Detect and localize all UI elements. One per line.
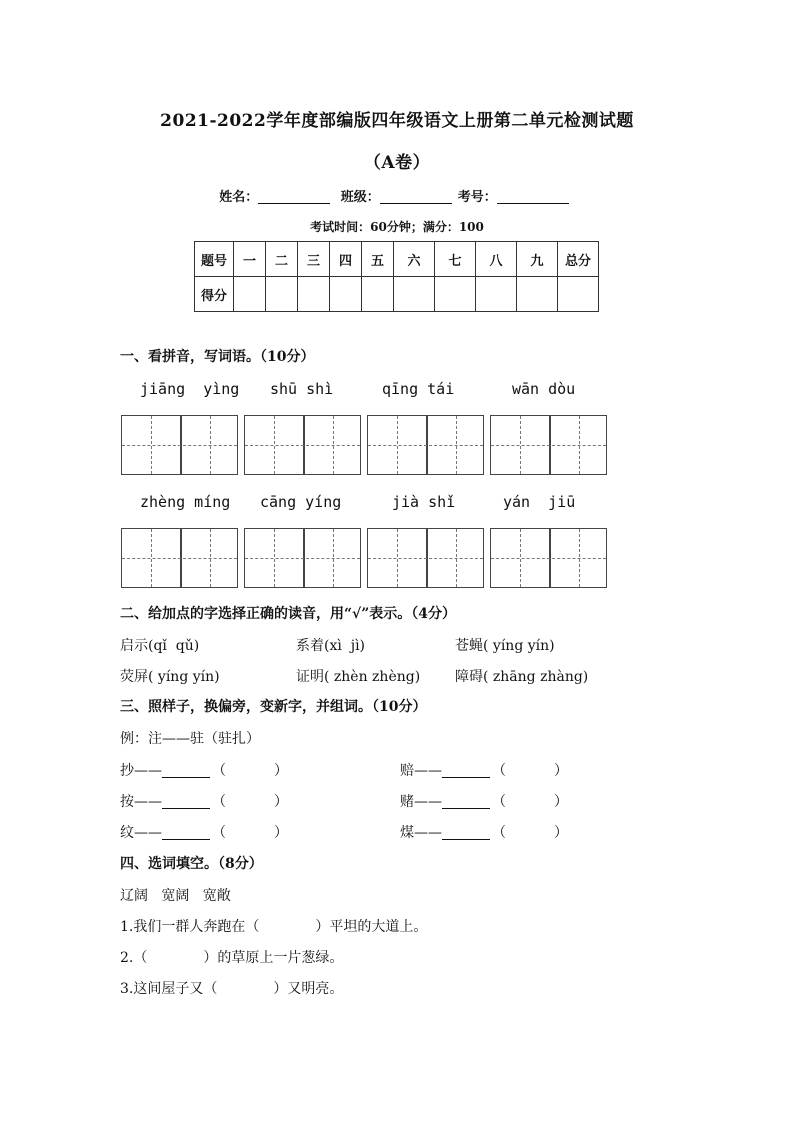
- radical-item: [400, 760, 568, 780]
- reading-option[interactable]: 证明( zhèn zhèng): [296, 669, 421, 685]
- pinyin: jià shǐ: [392, 493, 456, 511]
- class-blank[interactable]: [380, 190, 452, 204]
- paren-close: ）: [274, 763, 288, 779]
- radical-char: 按——: [120, 794, 162, 810]
- score-header-cell: 二: [266, 242, 298, 277]
- student-info-row: [0, 186, 794, 205]
- writing-grid[interactable]: [490, 528, 607, 588]
- radical-blank[interactable]: [442, 794, 490, 809]
- fill-question: [120, 916, 427, 936]
- score-header-cell: 一: [234, 242, 266, 277]
- name-blank[interactable]: [258, 190, 330, 204]
- writing-grid[interactable]: [121, 528, 238, 588]
- page-subtitle: （A卷）: [363, 153, 431, 173]
- name-label: 姓名：: [219, 190, 259, 205]
- section3-example: 例：注——驻（驻扎）: [120, 731, 260, 747]
- writing-grid[interactable]: [121, 415, 238, 475]
- radical-item: [120, 760, 288, 780]
- fill-question: [120, 947, 343, 967]
- section1-title: 一、看拼音，写词语。（10分）: [120, 349, 315, 365]
- score-cell[interactable]: [394, 277, 435, 312]
- score-header-cell: 九: [517, 242, 558, 277]
- question-text: 3.这间屋子又（: [120, 981, 218, 997]
- question-text: ）又明亮。: [273, 981, 344, 997]
- writing-grid[interactable]: [490, 415, 607, 475]
- paren-open: （: [492, 763, 506, 779]
- score-table: [194, 241, 599, 312]
- score-cell[interactable]: [298, 277, 330, 312]
- radical-item: [120, 822, 288, 842]
- section3-title: 三、照样子，换偏旁，变新字，并组词。（10分）: [120, 699, 427, 715]
- score-header-cell: 七: [435, 242, 476, 277]
- pinyin: shū shì: [270, 380, 334, 398]
- pinyin: yán jiū: [503, 493, 576, 511]
- radical-char: 煤——: [400, 825, 442, 841]
- reading-option[interactable]: 苍蝇( yíng yín): [455, 638, 555, 654]
- paren-close: ）: [554, 763, 568, 779]
- score-header-cell: 题号: [195, 242, 234, 277]
- question-text: 2.（: [120, 950, 148, 966]
- paren-open: （: [492, 825, 506, 841]
- score-cell[interactable]: [517, 277, 558, 312]
- radical-blank[interactable]: [162, 794, 210, 809]
- paren-open: （: [212, 825, 226, 841]
- paren-open: （: [492, 794, 506, 810]
- score-table-score-row: [195, 277, 599, 312]
- radical-blank[interactable]: [442, 763, 490, 778]
- reading-option[interactable]: 系着(xì jì): [296, 638, 366, 654]
- page-title: 2021-2022学年度部编版四年级语文上册第二单元检测试题: [160, 111, 634, 131]
- score-cell[interactable]: [435, 277, 476, 312]
- writing-grid[interactable]: [244, 528, 361, 588]
- section4-title: 四、选词填空。（8分）: [120, 856, 263, 872]
- radical-item: [400, 791, 568, 811]
- paren-open: （: [212, 794, 226, 810]
- reading-option[interactable]: 荧屏( yíng yín): [120, 669, 220, 685]
- score-cell[interactable]: [558, 277, 599, 312]
- paren-close: ）: [274, 794, 288, 810]
- writing-grid[interactable]: [244, 415, 361, 475]
- score-cell[interactable]: [476, 277, 517, 312]
- score-table-header-row: [195, 242, 599, 277]
- pinyin: zhèng míng: [140, 493, 231, 511]
- writing-grid[interactable]: [367, 528, 484, 588]
- radical-item: [400, 822, 568, 842]
- score-cell[interactable]: [234, 277, 266, 312]
- reading-option[interactable]: 启示(qǐ qǔ): [120, 638, 200, 654]
- radical-char: 纹——: [120, 825, 162, 841]
- radical-char: 抄——: [120, 763, 162, 779]
- radical-blank[interactable]: [162, 825, 210, 840]
- fill-question: [120, 978, 343, 998]
- score-header-cell: 三: [298, 242, 330, 277]
- score-cell[interactable]: [266, 277, 298, 312]
- radical-blank[interactable]: [442, 825, 490, 840]
- word-choices: 辽阔 宽阔 宽敞: [120, 888, 231, 904]
- score-cell[interactable]: [330, 277, 362, 312]
- radical-char: 赔——: [400, 763, 442, 779]
- question-text: ）的草原上一片葱绿。: [203, 950, 344, 966]
- paren-close: ）: [554, 794, 568, 810]
- paren-close: ）: [274, 825, 288, 841]
- exam-no-blank[interactable]: [497, 190, 569, 204]
- score-header-cell: 八: [476, 242, 517, 277]
- pinyin: jiāng yìng: [140, 380, 240, 398]
- score-header-cell: 四: [330, 242, 362, 277]
- score-header-cell: 五: [362, 242, 394, 277]
- class-label: 班级：: [340, 190, 380, 205]
- radical-blank[interactable]: [162, 763, 210, 778]
- radical-item: [120, 791, 288, 811]
- exam-no-label: 考号：: [457, 190, 497, 205]
- pinyin: cāng yíng: [260, 493, 342, 511]
- score-cell[interactable]: [362, 277, 394, 312]
- radical-char: 赌——: [400, 794, 442, 810]
- question-text: 1.我们一群人奔跑在（: [120, 919, 260, 935]
- paren-close: ）: [554, 825, 568, 841]
- pinyin: qīng tái: [382, 380, 455, 398]
- reading-option[interactable]: 障碍( zhāng zhàng): [455, 669, 589, 685]
- question-text: ）平坦的大道上。: [315, 919, 428, 935]
- exam-time: 考试时间：60分钟；满分：100: [310, 220, 484, 234]
- section2-title: 二、给加点的字选择正确的读音，用“√”表示。（4分）: [120, 606, 457, 622]
- pinyin: wān dòu: [512, 380, 576, 398]
- paren-open: （: [212, 763, 226, 779]
- score-row-label: 得分: [195, 277, 234, 312]
- score-header-cell: 总分: [558, 242, 599, 277]
- writing-grid[interactable]: [367, 415, 484, 475]
- score-header-cell: 六: [394, 242, 435, 277]
